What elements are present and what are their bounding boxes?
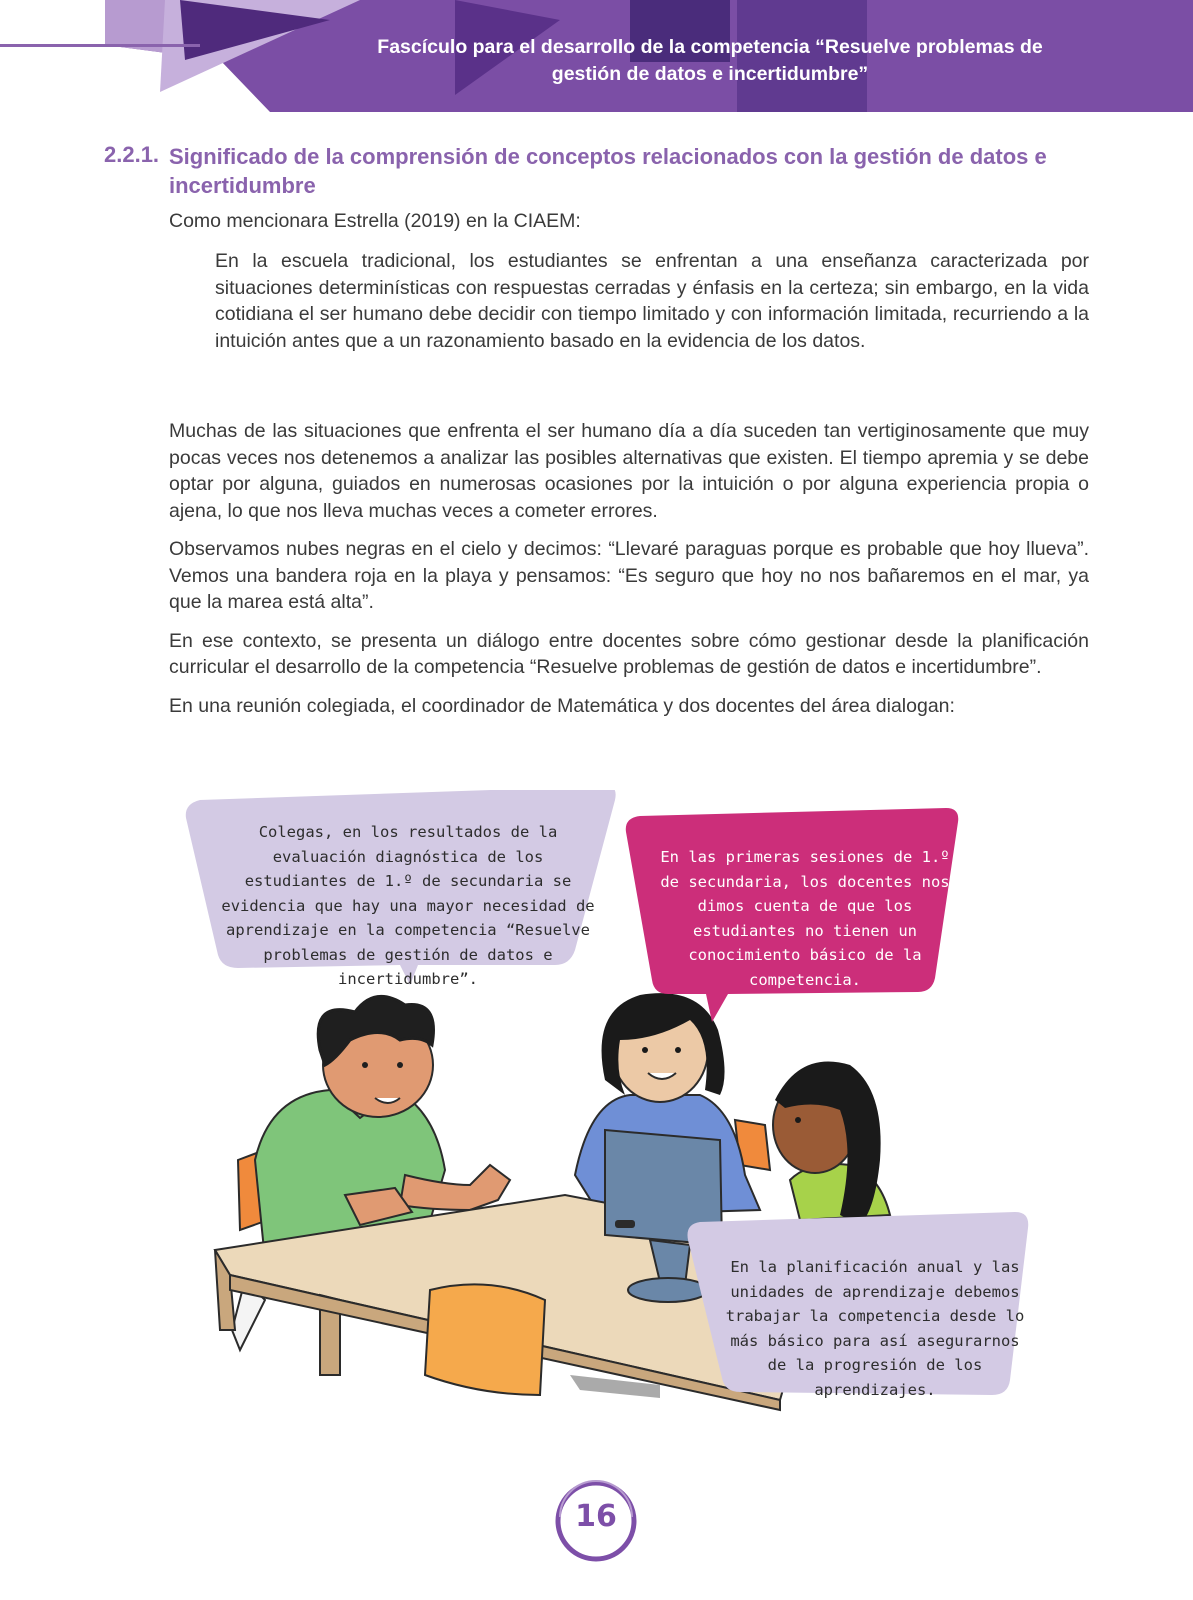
paragraph: Muchas de las situaciones que enfrenta el ser humano día a día suceden tan vertiginosamente que muy pocas veces nos detenemos a analizar las posibles alternativas que existen. El tiempo apremia y se debe optar por alguna, guiados en numerosas ocasiones por la intuición o por alguna experiencia propia o ajena, lo que nos lleva muchas veces a cometer errores. [169,420,1089,522]
body-text [169,418,1089,731]
paragraph: Observamos nubes negras en el cielo y decimos: “Llevaré paraguas porque es probable que hoy llueva”. Vemos una bandera roja en la playa y pensamos: “Es seguro que hoy no nos bañaremos en el mar, ya que la marea está alta”. [169,538,1089,613]
block-quote: En la escuela tradicional, los estudiantes se enfrentan a una enseñanza caracterizada por situaciones determinísticas con respuestas cerradas y énfasis en la certeza; sin embargo, en la vida cotidiana el ser humano debe decidir con tiempo limitado y con información limitada, recurriendo a la intuición antes que a un razonamiento basado en la evidencia de los datos. [215,250,1089,352]
page-header [0,0,1193,115]
fascicle-title-line-2: gestión de datos e incertidumbre” [551,63,869,85]
fascicle-title-line-1: Fascículo para el desarrollo de la competencia “Resuelve problemas de [377,36,1043,58]
teacher-one-dialogue: En las primeras sesiones de 1.º de secundaria, los docentes nos dimos cuenta de que los estudiantes no tienen un conocimiento básico de la competencia. [660,848,950,989]
paragraph: En ese contexto, se presenta un diálogo entre docentes sobre cómo gestionar desde la planificación curricular el desarrollo de la competencia “Resuelve problemas de gestión de datos e incertidumbre”. [169,629,1089,678]
coordinator-dialogue: Colegas, en los resultados de la evaluación diagnóstica de los estudiantes de 1.º de secundaria se evidencia que hay una mayor necesidad de aprendizaje en la competencia “Resuelve problemas de gestión de datos e incertidumbre”. [221,823,595,988]
paragraph: En una reunión colegiada, el coordinador de Matemática y dos docentes del área dialogan: [169,694,955,717]
fascicle-title [300,34,1120,88]
section-number: 2.2.1. [104,142,160,167]
teacher-two-figure [773,1062,890,1225]
section-title: Significado de la comprensión de conceptos relacionados con la gestión de datos e incertidumbre [169,144,1047,198]
page-number: 16 [575,1499,617,1534]
citation-intro: Como mencionara Estrella (2019) en la CIAEM: [169,210,581,232]
teacher-two-dialogue: En la planificación anual y las unidades de aprendizaje debemos trabajar la competencia desde lo más básico para así asegurarnos de la progresión de los aprendizajes. [725,1258,1025,1399]
